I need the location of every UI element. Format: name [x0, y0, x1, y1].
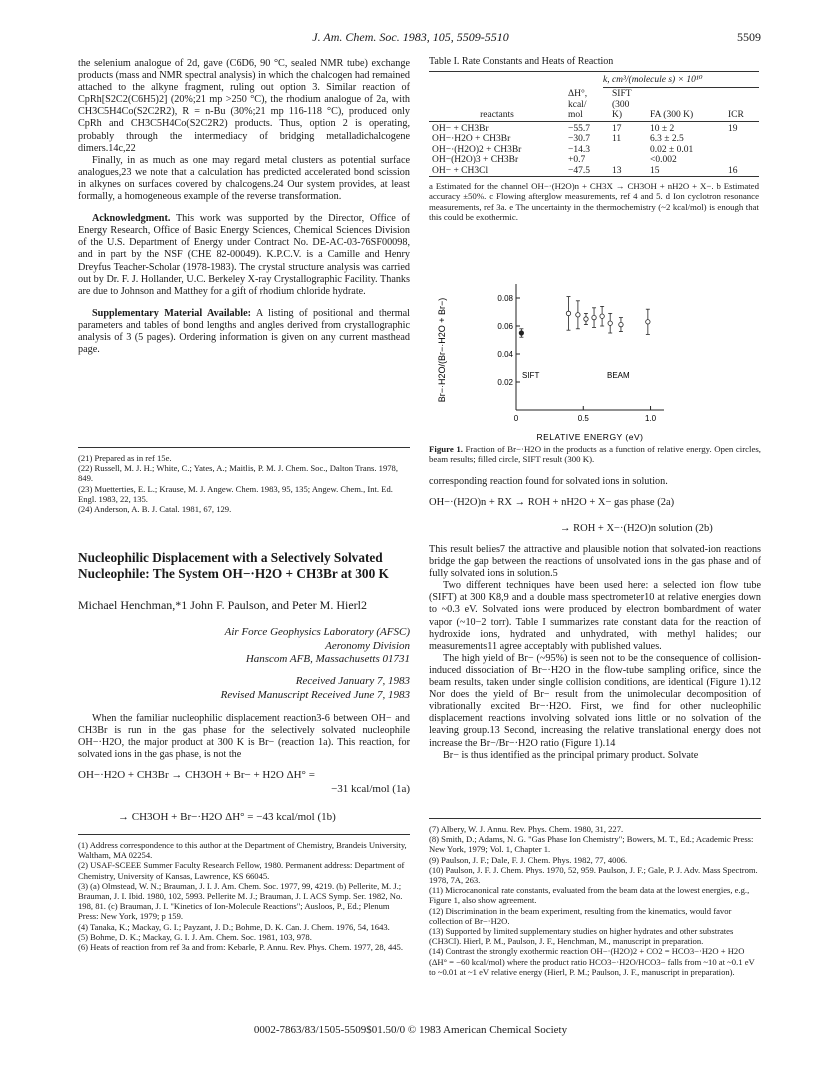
- article-intro: When the familiar nucleophilic displacement reaction3-6 between OH− and CH3Br is run in the gas phase for the selectively solvated nucleophile OH−·H2O, the major product at 300 K is Br− (reaction 1a). This reaction, for solvated ions in the gas phase, is not the: [78, 713, 410, 761]
- header-line: SIFT: [612, 89, 632, 99]
- cell: [725, 145, 759, 156]
- cell: OH− + CH3Br: [432, 123, 489, 134]
- right-body-text: [429, 544, 761, 762]
- table-k-header: k, cm³/(molecule s) × 10¹⁰: [603, 75, 703, 85]
- header-sift: [609, 89, 647, 121]
- footnote: (11) Microcanonical rate constants, evaluated from the beam data at the lowest energies, e.g., Figure 1, also show agreement.: [429, 885, 750, 906]
- cell: 0.02 ± 0.01: [650, 144, 694, 155]
- cell: −30.7: [568, 134, 590, 144]
- paragraph: Br− is thus identified as the principal primary product. Solvate: [443, 749, 699, 761]
- paragraph: This result belies7 the attractive and plausible notion that solvated-ion reactions bridge the gap between the reactions of unsolvated ions in the gas phase and of fully solvated ions in solution.5: [429, 544, 761, 580]
- cell: OH−·(H2O)2 + CH3Br: [432, 144, 522, 155]
- header-line: (300: [612, 99, 630, 110]
- cell: OH−·H2O + CH3Br: [432, 134, 511, 144]
- page-footer: 0002-7863/83/1505-5509$01.50/0 © 1983 American Chemical Society: [253, 1024, 568, 1036]
- paragraph: the selenium analogue of 2d, gave (C6D6, 90 °C, sealed NMR tube) exchange products (mass and NMR spectral analysis) in which the chalcogen had remained attached to the alkyne fragment, ruling out option 3. Similar reaction of CpRh[S2C2(C6H5)2] (20%;21 mp >250 °C), the rhodium analogue of 2a, with CH3C5H4Co(S2C2R2), R = n-Bu (30%;21 mp 116-118 °C), produced only CpRh and CH3C5H4Co(S2C2R2) products. Thus, option 2 is operating, probably through the intermediacy of bridging metalladichalcogene dimers.14c,22: [78, 58, 410, 154]
- y-tick-label: 0.02: [497, 378, 513, 387]
- paragraph: Two different techniques have been used here: a selected ion flow tube (SIFT) at 300 K8,9 and a double mass spectrometer10 at relative energies down to ~0.3 eV. Solvated ions were produced by electron bombardment of water vapor (~10−2 torr). Table I summarizes rate constant data for the reaction of hydroxide ions, hydrated and unhydrated, with methyl halides; our measurements11 agree acceptably with published values.: [429, 580, 761, 652]
- table-title: Table I. Rate Constants and Heats of Reaction: [429, 56, 614, 67]
- x-tick-label: 0.5: [577, 414, 589, 423]
- affiliation-line: Air Force Geophysics Laboratory (AFSC): [224, 626, 410, 638]
- cell: [609, 145, 647, 156]
- beam-point: [592, 315, 596, 319]
- table-header-row: [429, 89, 759, 121]
- cell: [609, 155, 647, 166]
- paragraph: The high yield of Br− (~95%) is seen not to be the consequence of collision-induced dissociation of Br−·H2O in the flow-tube sampling orifice, since the beam results, taken under single collision conditions, are identical (Figure 1).12 Nor does the yield of Br− result from the unimolecular decomposition of vibrationally excited Br−·H2O. First, we find for other nucleophilic displacement reactions involving solvated ions little or no solvation of the leaving group.13 Second, increasing the relative translational energy does not increase the Br−/Br−·H2O ratio (Figure 1).14: [429, 652, 761, 749]
- header-line: ΔH°,: [568, 89, 588, 99]
- received-line: Received January 7, 1983: [295, 675, 410, 687]
- supplementary-label: Supplementary Material Available:: [92, 307, 252, 319]
- table-row: [429, 166, 759, 177]
- header-line: kcal/: [568, 99, 587, 110]
- table-row: [429, 124, 759, 135]
- supplementary-text: A listing of positional and thermal parameters and tables of bond lengths and angles derived from crystallographic analysis of 3 (5 pages). Ordering information is given on any current masthead page.: [78, 307, 410, 356]
- footnotes-bottom-right: [429, 824, 761, 977]
- equation-1a-value: −31 kcal/mol (1a): [331, 783, 410, 795]
- paragraph: Finally, in as much as one may regard metal clusters as potential surface analogues,23 we note that a calculation has predicted accelerated bond scission in alkynes on surfaces covered by chalcogens.24 Our system provides, at least formally, a homogeneous example of the reverse transformation.: [78, 154, 410, 203]
- page-number: 5509: [737, 30, 761, 44]
- table-row: [429, 145, 759, 156]
- figure-1-chart: [429, 282, 719, 447]
- header-line: K): [612, 110, 623, 120]
- footnote: (14) Contrast the strongly exothermic reaction OH−·(H2O)2 + CO2 = HCO3−·H2O + H2O (ΔH° = −60 kcal/mol) where the product ratio HCO3−·H2O/HCO3− falls from ~10 at ~0.1 eV to ~0.01 at ~1 eV relative energy (Hierl, P. M.; Paulson, J. F., manuscript in preparation).: [429, 946, 755, 977]
- footnote: (13) Supported by limited supplementary studies on higher hydrates and other substrates (CH3Cl). Hierl, P. M., Paulson, J. F., Henchman, M., manuscript in preparation.: [429, 926, 734, 947]
- journal-header: J. Am. Chem. Soc. 1983, 105, 5509-5510: [312, 30, 509, 44]
- received-line: Revised Manuscript Received June 7, 1983: [220, 688, 410, 701]
- divider: [429, 818, 761, 819]
- footnote: (24) Anderson, A. B. J. Catal. 1981, 67, 129.: [78, 504, 232, 515]
- acknowledgment-text: This work was supported by the Director, Office of Energy Research, Office of Basic Energy Sciences, Chemical Sciences Division of the U.S. Department of Energy under Contract No. DE-AC-03-76SF00098, and in part by the NSF (CHE 82-00049). K.P.C.V. is a Camille and Henry Dreyfus Teacher-Scholar (1978-1983). The crystal structure analysis was carried out by Dr. F. J. Hollander, U.C. Berkeley X-ray Crystallographic Facility. Thanks are due to Johnson and Matthey for a gift of rhodium chloride hydrate.: [78, 213, 410, 297]
- footnote: (7) Albery, W. J. Annu. Rev. Phys. Chem. 1980, 31, 227.: [429, 824, 624, 834]
- footnote: (21) Prepared as in ref 15e.: [78, 453, 172, 463]
- beam-point: [619, 322, 623, 326]
- annotation-sift: SIFT: [522, 371, 540, 380]
- table-notes: a Estimated for the channel OH−·(H2O)n + CH3X → CH3OH + nH2O + X−. b Estimated accuracy ±50%. c Flowing afterglow measurements, ref 4 and 5. d Ion cyclotron resonance measurements, ref 3a. e The uncertainty in the thermochemistry (~2 kcal/mol) is enough that this could be exothermic.: [429, 181, 759, 223]
- cell: −47.5: [568, 165, 590, 176]
- equation-2a: OH−·(H2O)n + RX → ROH + nH2O + X− gas phase (2a): [429, 497, 675, 508]
- cell: OH− + CH3Cl: [432, 165, 489, 176]
- cell: −14.3: [568, 144, 590, 155]
- footnotes-top: [78, 453, 410, 514]
- cell: [725, 134, 759, 145]
- beam-point: [600, 314, 604, 318]
- divider: [78, 834, 410, 835]
- header-icr: ICR: [728, 110, 744, 120]
- cell: +0.7: [568, 155, 586, 165]
- figure-caption-text: Fraction of Br−·H2O in the products as a function of relative energy. Open circles, beam results; filled circle, SIFT result (300 K).: [429, 444, 761, 465]
- divider: [78, 447, 410, 448]
- footnote: (3) (a) Olmstead, W. N.; Brauman, J. I. J. Am. Chem. Soc. 1977, 99, 4219. (b) Pellerite, M. J.; Brauman, J. I. Ibid. 1980, 102, 5993. Pellerite M. J.; Brauman, J. I. ACS Symp. Ser. 1982, No. 198, 81. (c) Brauman, J. I. "Kinetics of Ion-Molecule Reactions"; Ausloos, P., Ed.; Plenum Press: New York, 1979; p 159.: [78, 880, 403, 922]
- cell: 13: [612, 165, 622, 176]
- x-axis-label: RELATIVE ENERGY (eV): [536, 432, 644, 442]
- footnote: (12) Discrimination in the beam experiment, resulting from the kinematics, would favor collection of Br−·H2O.: [429, 905, 732, 926]
- article-affiliation: [78, 626, 410, 667]
- figure-caption: [429, 444, 761, 465]
- cell: 16: [728, 165, 738, 176]
- cell: 6.3 ± 2.5: [650, 134, 684, 144]
- y-axis-label: Br−·H2O/(Br−·H2O + Br−): [437, 297, 447, 403]
- acknowledgment: [78, 213, 410, 298]
- equation-1a: OH−·H2O + CH3Br → CH3OH + Br− + H2O ΔH° =: [78, 769, 315, 781]
- beam-point: [584, 317, 588, 321]
- cell: [725, 155, 759, 166]
- cell: <0.002: [650, 155, 677, 165]
- cell: −55.7: [568, 123, 590, 134]
- y-tick-label: 0.06: [497, 322, 513, 331]
- x-tick-label: 1.0: [644, 414, 657, 423]
- cell: 19: [728, 123, 738, 134]
- footnote: (22) Russell, M. J. H.; White, C.; Yates, A.; Maitlis, P. M. J. Chem. Soc., Dalton Trans. 1978, 849.: [78, 463, 398, 484]
- sift-point: [519, 331, 523, 335]
- cell: 10 ± 2: [650, 123, 675, 134]
- cell: 15: [650, 165, 660, 176]
- y-tick-label: 0.04: [497, 350, 513, 359]
- beam-point: [646, 320, 650, 324]
- right-body-p1: corresponding reaction found for solvated ions in solution.: [429, 476, 668, 487]
- table-row: [429, 155, 759, 166]
- cell: 17: [612, 123, 622, 134]
- x-tick-label: 0: [513, 414, 519, 423]
- header-line: mol: [568, 110, 583, 120]
- left-top-text: [78, 58, 410, 356]
- affiliation-line: Hanscom AFB, Massachusetts 01731: [245, 653, 410, 665]
- table-rule: [429, 71, 759, 72]
- footnote: (23) Muetterties, E. L.; Krause, M. J. Angew. Chem. 1983, 95, 135; Angew. Chem., Int. Ed. Engl. 1983, 22, 135.: [78, 483, 393, 504]
- figure-caption-label: Figure 1.: [429, 444, 463, 454]
- beam-point: [576, 313, 580, 317]
- received-dates: [78, 675, 410, 702]
- footnote: (5) Bohme, D. K.; Mackay, G. I. J. Am. Chem. Soc. 1981, 103, 978.: [78, 931, 312, 942]
- affiliation-line: Aeronomy Division: [325, 639, 410, 652]
- footnotes-bottom-left: [78, 840, 410, 952]
- footnote: (8) Smith, D.; Adams, N. G. "Gas Phase Ion Chemistry"; Bowers, M. T., Ed.; Academic Press: New York, 1979; Vol. 1, Chapter 1.: [429, 834, 754, 855]
- footnote: (10) Paulson, J. F. J. Chem. Phys. 1970, 52, 959. Paulson, J. F.; Gale, P. J. Adv. Mass Spectrom. 1978, 7A, 263.: [429, 864, 758, 886]
- table-1: [429, 74, 759, 223]
- header-reactants: reactants: [480, 110, 514, 120]
- footnote: (6) Heats of reaction from ref 3a and from: Kebarle, P. Annu. Rev. Phys. Chem. 1977, 28, 445.: [78, 942, 403, 953]
- article-title: Nucleophilic Displacement with a Selectively Solvated Nucleophile: The System OH−·H2O + CH3Br at 300 K: [78, 550, 389, 581]
- equation-1b: → CH3OH + Br−·H2O ΔH° = −43 kcal/mol (1b): [118, 811, 336, 823]
- header-fa: FA (300 K): [650, 110, 694, 120]
- table-row: [429, 134, 759, 145]
- table-1-grid: [429, 89, 759, 179]
- footnote: (1) Address correspondence to this author at the Department of Chemistry, Brandeis University, Waltham, MA 02254.: [78, 840, 407, 861]
- equation-2b: → ROH + X−·(H2O)n solution (2b): [560, 523, 713, 534]
- footnote: (2) USAF-SCEEE Summer Faculty Research Fellow, 1980. Permanent address: Department of Chemistry, University of Kansas, Lawrence, KS 66045.: [78, 860, 405, 881]
- footnote: (9) Paulson, J. F.; Dale, F. J. Chem. Phys. 1982, 77, 4006.: [429, 854, 628, 865]
- supplementary-material: [78, 308, 410, 356]
- cell: OH−(H2O)3 + CH3Br: [432, 155, 519, 165]
- table-k-rule: [603, 87, 759, 88]
- annotation-beam: BEAM: [607, 371, 630, 380]
- article-authors: Michael Henchman,*1 John F. Paulson, and Peter M. Hierl2: [78, 598, 367, 612]
- y-tick-label: 0.08: [497, 294, 513, 303]
- header-dh: [565, 89, 609, 121]
- cell: 11: [612, 134, 622, 144]
- beam-point: [608, 321, 612, 325]
- acknowledgment-label: Acknowledgment.: [92, 213, 171, 225]
- beam-point: [566, 311, 570, 315]
- footnote: (4) Tanaka, K.; Mackay, G. I.; Payzant, J. D.; Bohme, D. K. Can. J. Chem. 1976, 54, 1643.: [78, 921, 390, 932]
